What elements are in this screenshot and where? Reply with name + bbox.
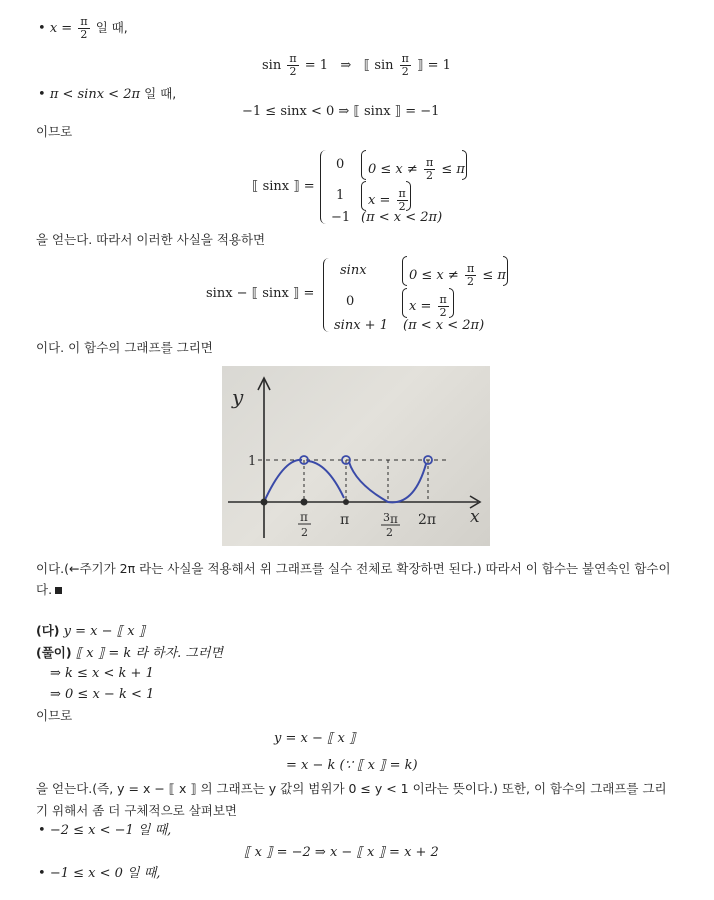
bullet: • — [38, 21, 46, 36]
handwritten-graph-photo — [222, 366, 490, 546]
fraction-pi-over-2: $\frac{\pi}{2}$ — [80, 15, 88, 41]
solution-step1: ⇒ k ≤ x < k + 1 — [50, 666, 154, 681]
tick-3pi-half-pi: π — [390, 512, 398, 526]
problem-da-heading — [36, 623, 145, 640]
tick-2pi: 2π — [418, 512, 437, 528]
piecewise-row3-condition: (π < x < 2π) — [361, 210, 443, 225]
case-pi-half-condition: • x = $\frac{\pi}{2}$ 일 때, — [38, 15, 128, 41]
qed-square-icon — [55, 587, 62, 594]
problem-equation: y = x − ⟦ x ⟧ — [63, 624, 146, 639]
curve-segment-1 — [264, 460, 302, 502]
graph-svg — [222, 366, 490, 546]
solution-step2: ⇒ 0 ≤ x − k < 1 — [50, 687, 155, 702]
piecewise-row1-condition: 0 ≤ x ≠ $\frac{\pi}{2}$ ≤ π — [368, 156, 465, 182]
range-explanation-line1: 을 얻는다.(즉, y = x − ⟦ x ⟧ 의 그래프는 y 값의 범위가 0 ≤ y < 1 이라는 뜻이다.) 또한, 이 함수의 그래프를 그리 — [36, 781, 667, 796]
filled-point-pi-half — [301, 499, 308, 506]
tick-3pi-half-den: 2 — [386, 526, 393, 539]
filled-point-pi — [343, 499, 349, 505]
floor-sin-minus-one-equation: −1 ≤ sinx < 0 ⇒ ⟦ sinx ⟧ = −1 — [242, 104, 440, 119]
floor-sin-lhs: ⟦ sinx ⟧ = — [252, 179, 315, 194]
derivation-line2: = x − k (∵ ⟦ x ⟧ = k) — [286, 758, 418, 773]
piecewise2-row3-value: sinx + 1 — [334, 318, 388, 333]
piecewise-row2-condition: x = $\frac{\pi}{2}$ — [368, 187, 406, 213]
tick-pi-half-den: 2 — [301, 526, 308, 539]
curve-segment-2 — [307, 461, 344, 498]
piecewise-row3-value: −1 — [331, 210, 351, 225]
piecewise-row1-value: 0 — [336, 157, 345, 172]
range-explanation-line2: 기 위해서 좀 더 구체적으로 살펴보면 — [36, 803, 237, 818]
sin-minus-floor-lhs: sinx − ⟦ sinx ⟧ = — [206, 286, 315, 301]
imeuro-text-2: 이므로 — [36, 708, 73, 723]
piecewise2-row1-value: sinx — [340, 263, 367, 278]
intro-apply-text: 을 얻는다. 따라서 이러한 사실을 적용하면 — [36, 232, 266, 247]
case-neg2-equation: ⟦ x ⟧ = −2 ⇒ x − ⟦ x ⟧ = x + 2 — [244, 845, 439, 860]
filled-point-origin — [261, 499, 268, 506]
case-neg1-condition: • −1 ≤ x < 0 일 때, — [38, 866, 161, 881]
tick-pi: π — [340, 512, 350, 528]
tick-label-one: 1 — [248, 454, 257, 469]
solution-intro: (풀이) ⟦ x ⟧ = k 라 하자. 그러면 — [36, 645, 224, 661]
case-pi-to-2pi-condition: • π < sinx < 2π 일 때, — [38, 86, 177, 102]
solution-label: (풀이) — [36, 645, 72, 660]
case-neg2-condition: • −2 ≤ x < −1 일 때, — [38, 823, 172, 838]
tick-3pi-half-num: 3 — [383, 511, 390, 524]
x-axis-label: x — [470, 507, 480, 527]
piecewise-brace — [323, 258, 330, 332]
imeuro-text: 이므로 — [36, 124, 73, 139]
derivation-line1: y = x − ⟦ x ⟧ — [274, 731, 356, 746]
piecewise2-row2-value: 0 — [346, 294, 355, 309]
period-extension-text-line2: 다. — [36, 582, 62, 598]
piecewise-row2-value: 1 — [336, 188, 345, 203]
y-axis-label: y — [232, 385, 244, 409]
draw-graph-text: 이다. 이 함수의 그래프를 그리면 — [36, 340, 213, 355]
piecewise-brace — [320, 150, 327, 224]
piecewise2-row3-condition: (π < x < 2π) — [403, 318, 485, 333]
tick-pi-half-num: π — [300, 510, 308, 524]
sin-pi-half-equation: sin $\frac{\pi}{2}$ = 1 ⇒ ⟦ sin $\frac{\pi}{2}$ ⟧ = 1 — [262, 52, 451, 78]
problem-label: (다) — [36, 623, 60, 638]
piecewise2-row1-condition: 0 ≤ x ≠ $\frac{\pi}{2}$ ≤ π — [409, 262, 506, 288]
period-extension-text-line1: 이다.(←주기가 2π 라는 사실을 적용해서 위 그래프를 실수 전체로 확장하면 된다.) 따라서 이 함수는 불연속인 함수이 — [36, 561, 671, 576]
piecewise2-row2-condition: x = $\frac{\pi}{2}$ — [409, 293, 447, 319]
